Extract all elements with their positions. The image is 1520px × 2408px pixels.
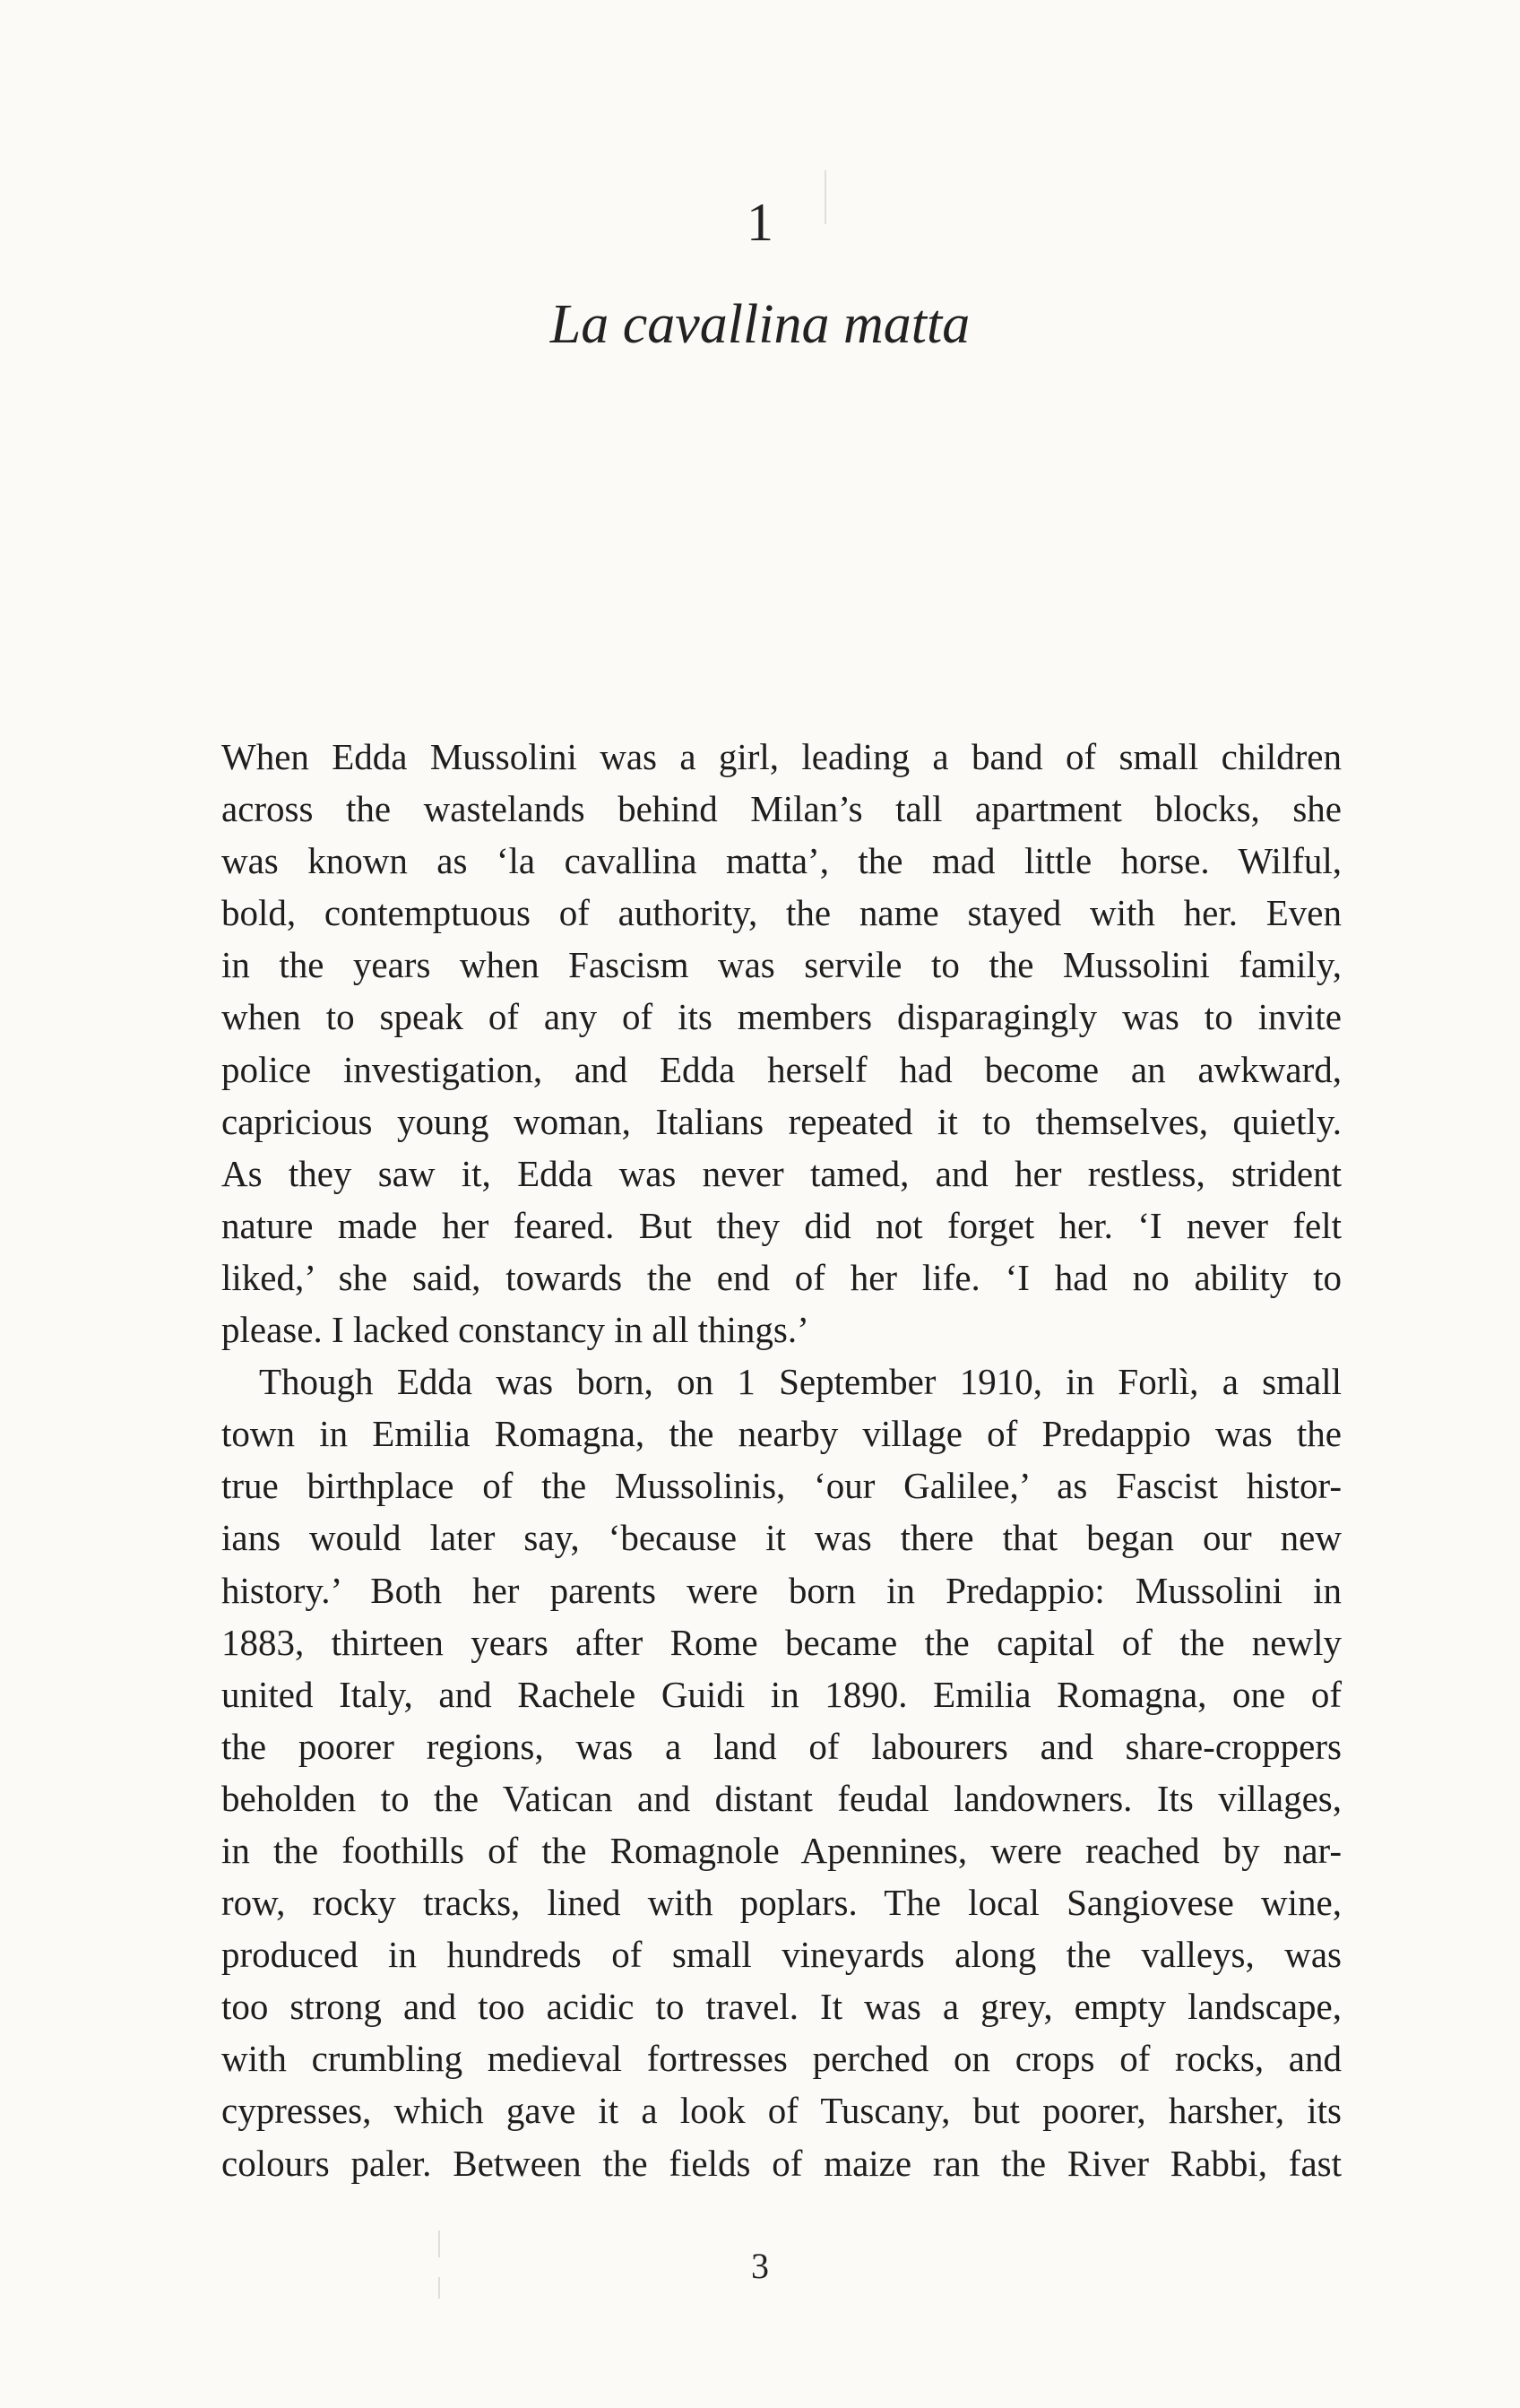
- text-line: across the wastelands behind Milan’s tall apartment blocks, she: [221, 788, 1342, 830]
- text-line: beholden to the Vatican and distant feudal landowners. Its villages,: [221, 1777, 1342, 1819]
- text-line: Though Edda was born, on 1 September 1910, in Forlì, a small: [259, 1361, 1342, 1403]
- text-line: united Italy, and Rachele Guidi in 1890. Emilia Romagna, one of: [221, 1673, 1342, 1715]
- paragraph-2: [221, 1356, 1342, 2189]
- text-line: history.’ Both her parents were born in Predappio: Mussolini in: [221, 1569, 1342, 1611]
- text-line: town in Emilia Romagna, the nearby village of Predappio was the: [221, 1413, 1342, 1455]
- text-line: colours paler. Between the fields of maize ran the River Rabbi, fast: [221, 2142, 1342, 2184]
- text-line: As they saw it, Edda was never tamed, and her restless, strident: [221, 1152, 1342, 1194]
- text-line: true birthplace of the Mussolinis, ‘our Galilee,’ as Fascist histor-: [221, 1465, 1342, 1507]
- text-line: bold, contemptuous of authority, the name stayed with her. Even: [221, 892, 1342, 934]
- text-line: was known as ‘la cavallina matta’, the mad little horse. Wilful,: [221, 840, 1342, 882]
- text-line: please. I lacked constancy in all things.’: [221, 1309, 809, 1351]
- text-line: with crumbling medieval fortresses perched on crops of rocks, and: [221, 2038, 1342, 2080]
- text-line: produced in hundreds of small vineyards along the valleys, was: [221, 1934, 1342, 1976]
- text-line: too strong and too acidic to travel. It was a grey, empty landscape,: [221, 1986, 1342, 2028]
- text-line: ians would later say, ‘because it was there that began our new: [221, 1517, 1342, 1559]
- text-line: cypresses, which gave it a look of Tuscany, but poorer, harsher, its: [221, 2090, 1342, 2132]
- text-line: in the years when Fascism was servile to the Mussolini family,: [221, 944, 1342, 986]
- text-line: capricious young woman, Italians repeated it to themselves, quietly.: [221, 1100, 1342, 1142]
- page-number: 3: [751, 2246, 769, 2286]
- text-line: When Edda Mussolini was a girl, leading a band of small children: [221, 736, 1342, 777]
- body-text: [221, 731, 1342, 2189]
- paragraph-1: [221, 731, 1342, 1356]
- chapter-title: La cavallina matta: [549, 294, 971, 355]
- text-line: police investigation, and Edda herself had become an awkward,: [221, 1048, 1342, 1090]
- text-line: row, rocky tracks, lined with poplars. The local Sangiovese wine,: [221, 1882, 1342, 1924]
- text-line: liked,’ she said, towards the end of her life. ‘I had no ability to: [221, 1256, 1342, 1298]
- text-line: the poorer regions, was a land of labourers and share-croppers: [221, 1725, 1342, 1767]
- text-line: when to speak of any of its members disparagingly was to invite: [221, 996, 1342, 1038]
- chapter-number: 1: [747, 193, 773, 252]
- text-line: in the foothills of the Romagnole Apennines, were reached by nar-: [221, 1829, 1342, 1871]
- text-line: 1883, thirteen years after Rome became the capital of the newly: [221, 1621, 1342, 1663]
- text-line: nature made her feared. But they did not forget her. ‘I never felt: [221, 1204, 1342, 1246]
